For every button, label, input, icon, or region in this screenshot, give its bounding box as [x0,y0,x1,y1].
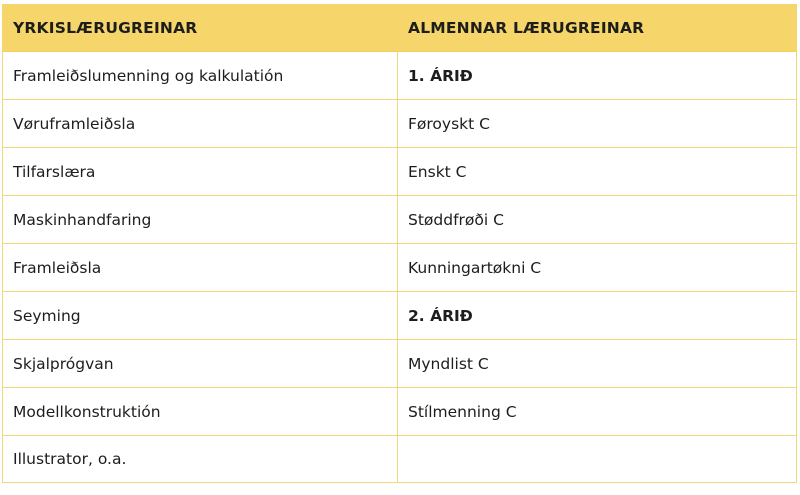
year-heading-cell: 2. ÁRIÐ [398,292,797,340]
vocational-subject-cell: Tilfarslæra [3,148,398,196]
general-subject-cell: Myndlist C [398,340,797,388]
general-subject-cell: Kunningartøkni C [398,244,797,292]
vocational-subject-cell: Maskinhandfaring [3,196,398,244]
vocational-subject-cell: Framleiðslumenning og kalkulatión [3,52,398,100]
table-row [3,52,797,100]
general-subject-cell: Støddfrøði C [398,196,797,244]
table-row [3,244,797,292]
table-row [3,340,797,388]
header-row [3,5,797,52]
vocational-subject-cell: Skjalprógvan [3,340,398,388]
table-row [3,196,797,244]
vocational-subject-cell: Seyming [3,292,398,340]
general-subject-cell: Føroyskt C [398,100,797,148]
general-subject-cell: Stílmenning C [398,388,797,436]
header-vocational-subjects: YRKISLÆRUGREINAR [3,5,398,52]
vocational-subject-cell: Illustrator, o.a. [3,436,398,483]
vocational-subject-cell: Framleiðsla [3,244,398,292]
curriculum-table [2,4,797,483]
table-row [3,436,797,483]
general-subject-cell: Enskt C [398,148,797,196]
table-row [3,388,797,436]
year-heading-cell: 1. ÁRIÐ [398,52,797,100]
vocational-subject-cell: Vøruframleiðsla [3,100,398,148]
table-row [3,148,797,196]
table-row [3,100,797,148]
table-row [3,292,797,340]
vocational-subject-cell: Modellkonstruktión [3,388,398,436]
header-general-subjects: ALMENNAR LÆRUGREINAR [398,5,797,52]
empty-cell [398,436,797,483]
